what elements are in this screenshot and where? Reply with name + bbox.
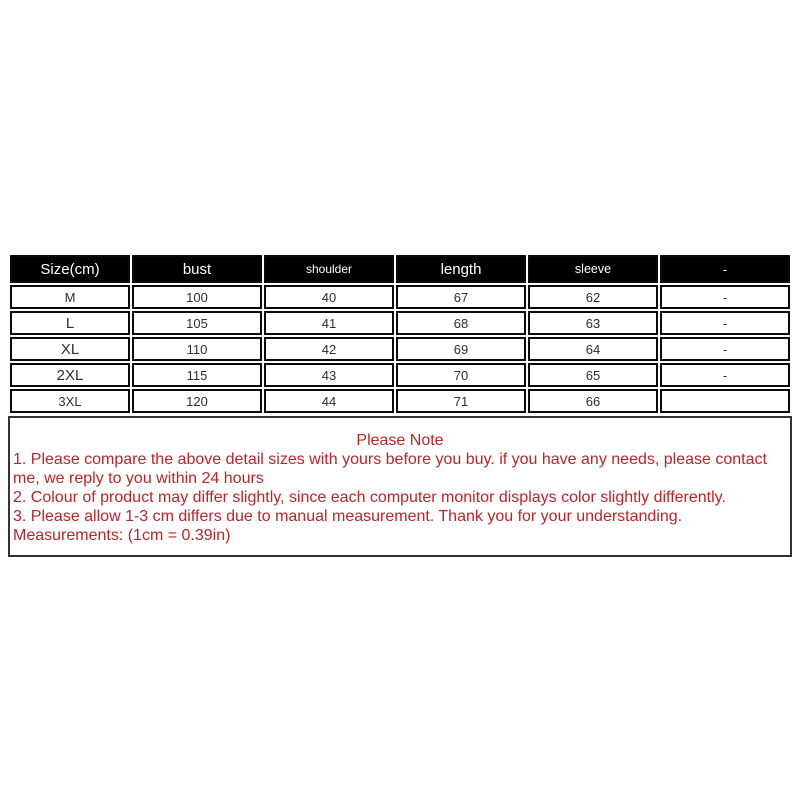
- table-cell: [660, 389, 790, 413]
- note-line-3: 3. Please allow 1-3 cm differs due to manual measurement. Thank you for your understanding.: [13, 508, 683, 525]
- note-line-measurements: Measurements: (1cm = 0.39in): [13, 527, 231, 544]
- table-cell: 105: [132, 311, 262, 335]
- table-cell: 115: [132, 363, 262, 387]
- header-cell-bust: bust: [132, 255, 262, 283]
- header-cell-sleeve: sleeve: [528, 255, 658, 283]
- table-cell: 100: [132, 285, 262, 309]
- table-row-3xl: [10, 389, 790, 413]
- table-cell: 65: [528, 363, 658, 387]
- header-cell-length: length: [396, 255, 526, 283]
- note-line-2: 2. Colour of product may differ slightly, since each computer monitor displays color slightly differently.: [13, 489, 726, 506]
- table-cell: 66: [528, 389, 658, 413]
- table-row-m: [10, 285, 790, 309]
- table-cell: 41: [264, 311, 394, 335]
- size-label: M: [10, 285, 130, 309]
- size-label: L: [10, 311, 130, 335]
- note-line-1: 1. Please compare the above detail sizes with yours before you buy. if you have any needs, please contact me, we reply to you within 24 hours: [13, 451, 767, 487]
- table-cell: -: [660, 285, 790, 309]
- table-cell: 44: [264, 389, 394, 413]
- notes-title: Please Note: [356, 432, 444, 449]
- table-cell: -: [660, 311, 790, 335]
- table-cell: 110: [132, 337, 262, 361]
- size-label: 2XL: [10, 363, 130, 387]
- table-cell: 68: [396, 311, 526, 335]
- table-cell: -: [660, 337, 790, 361]
- table-row-xl: [10, 337, 790, 361]
- header-cell-dash: -: [660, 255, 790, 283]
- header-row: [10, 255, 790, 283]
- table-row-2xl: [10, 363, 790, 387]
- table-row-l: [10, 311, 790, 335]
- size-chart-sheet: [8, 253, 792, 557]
- header-cell-size: Size(cm): [10, 255, 130, 283]
- table-cell: -: [660, 363, 790, 387]
- table-cell: 67: [396, 285, 526, 309]
- table-cell: 64: [528, 337, 658, 361]
- size-label: XL: [10, 337, 130, 361]
- table-cell: 43: [264, 363, 394, 387]
- header-cell-shoulder: shoulder: [264, 255, 394, 283]
- size-chart-table: [8, 253, 792, 415]
- table-cell: 40: [264, 285, 394, 309]
- table-cell: 70: [396, 363, 526, 387]
- table-cell: 120: [132, 389, 262, 413]
- table-cell: 69: [396, 337, 526, 361]
- size-label: 3XL: [10, 389, 130, 413]
- table-cell: 71: [396, 389, 526, 413]
- notes-box: [8, 416, 792, 557]
- table-cell: 62: [528, 285, 658, 309]
- table-cell: 42: [264, 337, 394, 361]
- table-cell: 63: [528, 311, 658, 335]
